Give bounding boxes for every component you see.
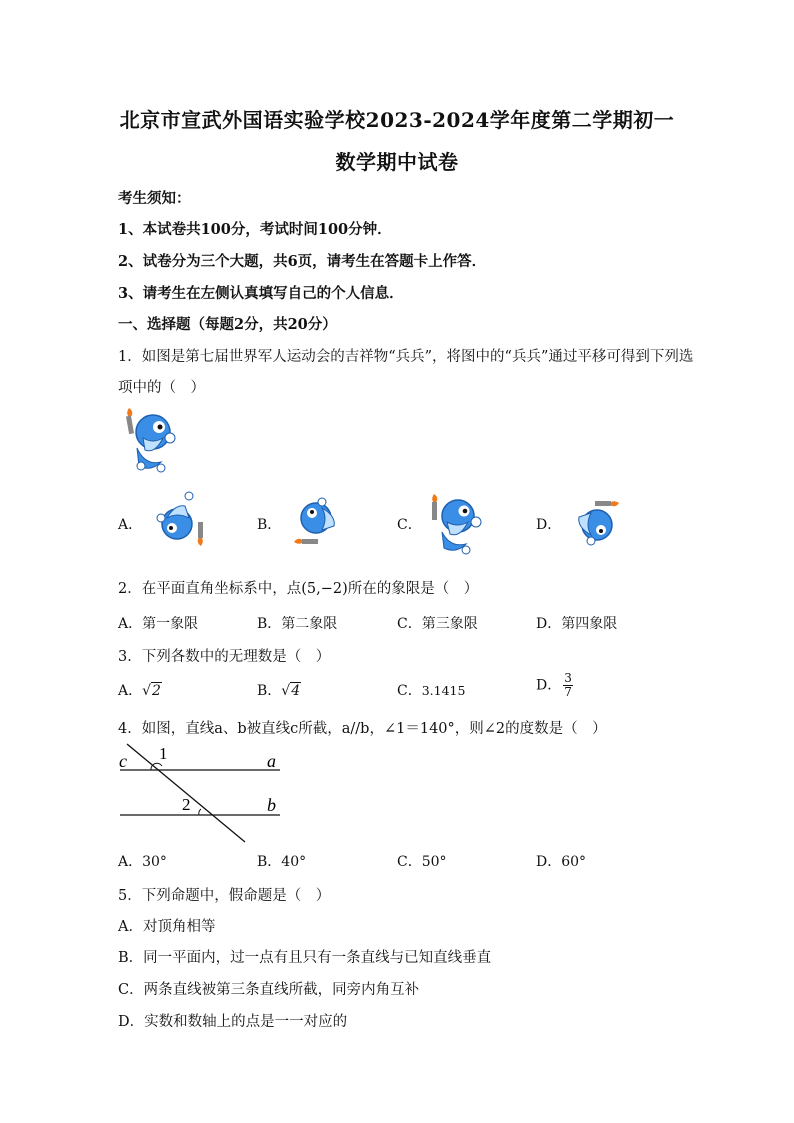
q4-figure-parallel-lines bbox=[115, 740, 290, 845]
q1-option-c-label: C． bbox=[397, 517, 422, 533]
mascot-reference-figure bbox=[115, 402, 191, 478]
angle-2-arc bbox=[199, 809, 201, 815]
q5-option-b: B．同一平面内，过一点有且只有一条直线与已知直线垂直 bbox=[118, 950, 492, 966]
q1-option-d-figure bbox=[558, 488, 624, 556]
q1-option-c-figure bbox=[420, 488, 492, 556]
q2-stem: 2．在平面直角坐标系中，点(5,−2)所在的象限是（ ） bbox=[118, 581, 479, 597]
notice-item-3: 3、请考生在左侧认真填写自己的个人信息． bbox=[118, 285, 404, 302]
q1-option-b-label: B． bbox=[257, 517, 282, 533]
q1-option-d-label: D． bbox=[536, 517, 562, 533]
sqrt-symbol: √2 bbox=[142, 683, 161, 699]
notice-item-1: 1、本试卷共100分，考试时间100分钟． bbox=[118, 221, 392, 238]
q4-option-d: D．60° bbox=[536, 854, 587, 870]
q3-option-d-denominator: 7 bbox=[564, 685, 572, 699]
exam-title-line1: 北京市宣武外国语实验学校2023-2024学年度第二学期初一 bbox=[119, 108, 675, 132]
mascot-icon bbox=[126, 408, 175, 472]
q1-option-a-figure bbox=[143, 488, 215, 552]
q5-option-d: D．实数和数轴上的点是一一对应的 bbox=[118, 1014, 348, 1030]
exam-title-line2: 数学期中试卷 bbox=[335, 150, 459, 174]
q2-option-b: B．第二象限 bbox=[257, 616, 338, 632]
q3-stem: 3．下列各数中的无理数是（ ） bbox=[118, 649, 331, 665]
notice-item-2: 2、试卷分为三个大题，共6页，请考生在答题卡上作答． bbox=[118, 253, 487, 270]
section1-heading: 一、选择题（每题2分，共20分） bbox=[118, 316, 337, 333]
q3-option-b-label: B． bbox=[257, 683, 282, 699]
q3-option-b-radicand: 4 bbox=[291, 683, 301, 699]
q3-option-a-label: A． bbox=[118, 683, 143, 699]
notice-heading: 考生须知： bbox=[118, 190, 191, 207]
q1-option-b-figure bbox=[282, 490, 354, 550]
line-c bbox=[127, 744, 245, 842]
mascot-icon bbox=[432, 494, 481, 554]
q2-option-c: C．第三象限 bbox=[397, 616, 478, 632]
q5-stem: 5．下列命题中，假命题是（ ） bbox=[118, 888, 331, 904]
q4-option-b: B．40° bbox=[257, 854, 307, 870]
angle-2-label: 2 bbox=[182, 795, 191, 814]
q1-option-a-label: A． bbox=[118, 517, 143, 533]
angle-1-label: 1 bbox=[159, 744, 168, 763]
mascot-icon bbox=[294, 498, 334, 544]
q3-option-b bbox=[257, 680, 301, 700]
line-a-label: a bbox=[267, 751, 276, 771]
q2-option-d: D．第四象限 bbox=[536, 616, 618, 632]
sqrt-symbol: √4 bbox=[281, 683, 301, 699]
q1-stem-line2: 项中的（ ） bbox=[118, 380, 205, 396]
q2-option-a: A．第一象限 bbox=[118, 616, 199, 632]
q3-option-c-label: C． bbox=[397, 683, 422, 699]
line-c-label: c bbox=[119, 751, 127, 771]
q4-option-c: C．50° bbox=[397, 854, 447, 870]
line-b-label: b bbox=[267, 795, 276, 815]
mascot-icon bbox=[579, 501, 619, 545]
q3-option-a-radicand: 2 bbox=[152, 683, 161, 699]
q3-option-d bbox=[536, 672, 573, 699]
q1-stem-line1: 1．如图是第七届世界军人运动会的吉祥物“兵兵”，将图中的“兵兵”通过平移可得到下列选 bbox=[118, 349, 694, 365]
q3-option-c bbox=[397, 680, 465, 700]
q3-option-d-numerator: 3 bbox=[564, 671, 572, 685]
q4-stem: 4．如图，直线a、b被直线c所截，a//b，∠1＝140°，则∠2的度数是（ ） bbox=[118, 721, 607, 737]
q3-option-c-value: 3.1415 bbox=[421, 683, 466, 698]
q3-option-a bbox=[118, 680, 162, 700]
mascot-icon bbox=[157, 492, 203, 546]
q3-option-d-label: D． bbox=[536, 677, 562, 694]
fraction bbox=[563, 672, 573, 699]
q5-option-c: C．两条直线被第三条直线所截，同旁内角互补 bbox=[118, 982, 420, 998]
q5-option-a: A．对顶角相等 bbox=[118, 919, 216, 935]
q4-option-a: A．30° bbox=[118, 854, 167, 870]
